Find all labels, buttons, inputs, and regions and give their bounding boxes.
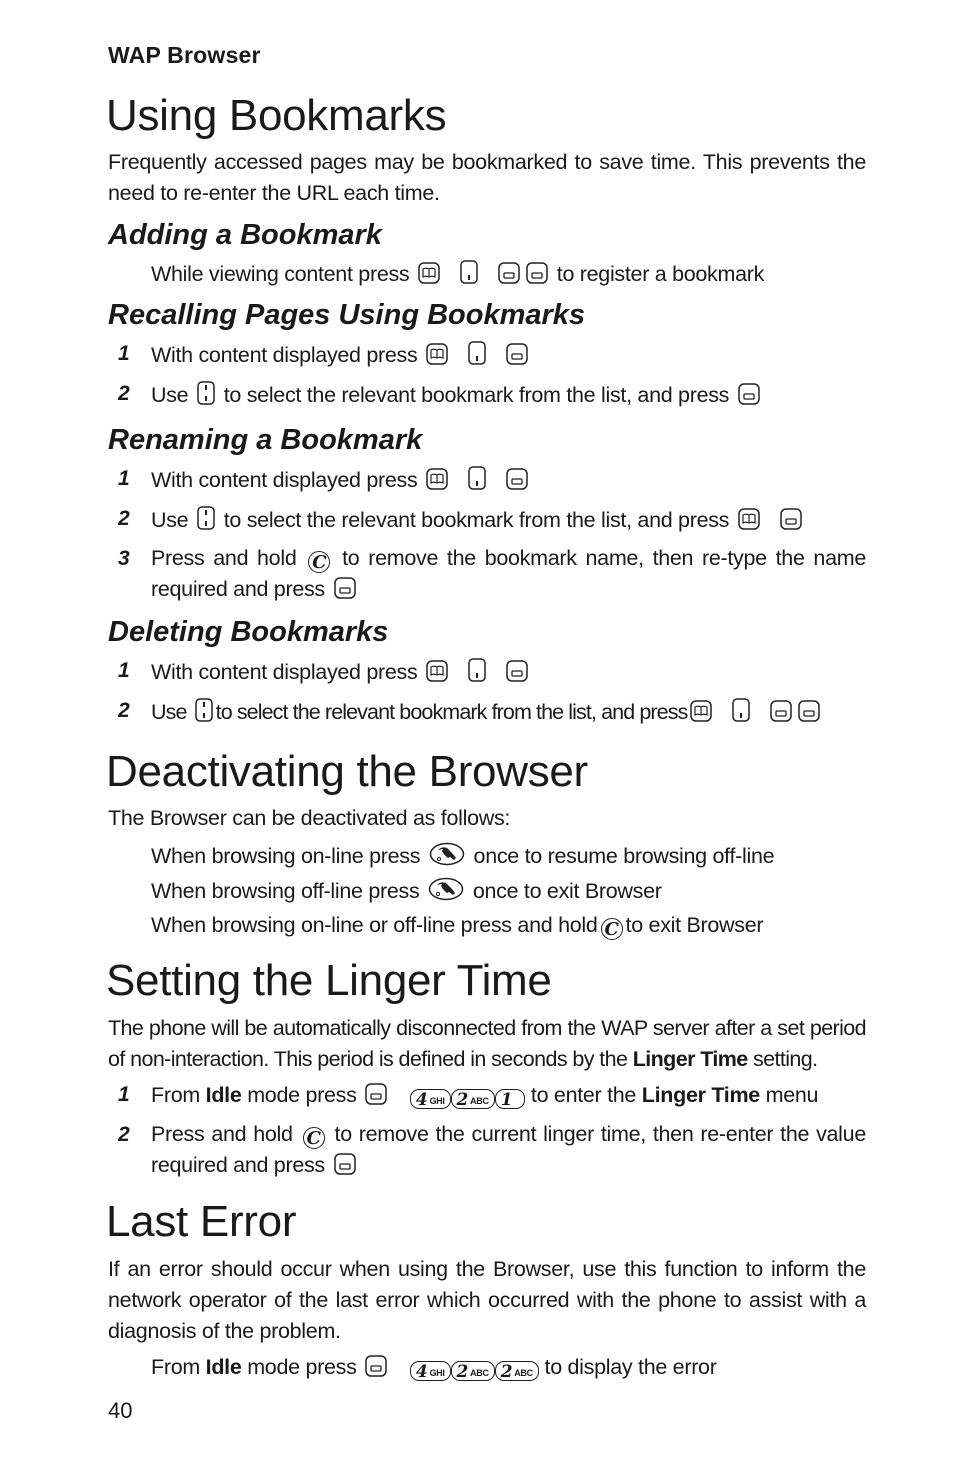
bookmark-key-icon bbox=[426, 660, 448, 682]
intro-text-after: setting. bbox=[752, 1047, 818, 1071]
step-text-middle: to remove the bookmark name, then re-type the name required and press bbox=[151, 546, 866, 601]
recalling-step-2 bbox=[151, 381, 763, 408]
number-key-icon: 2 ABC bbox=[451, 1361, 495, 1381]
line-text-b: mode press bbox=[247, 1355, 357, 1379]
renaming-step-2 bbox=[151, 506, 805, 533]
step-text-before: Press and hold bbox=[151, 546, 297, 570]
last-error-instruction bbox=[151, 1354, 717, 1381]
number-key-icon: 1 bbox=[495, 1089, 526, 1109]
step-number: 3 bbox=[118, 547, 130, 570]
number-key-icon: 4 GHI bbox=[410, 1089, 451, 1109]
step-text-b: mode press bbox=[247, 1083, 357, 1107]
deactivating-line-3 bbox=[151, 912, 763, 940]
line-text-a: From bbox=[151, 1355, 200, 1379]
linger-time-term: Linger Time bbox=[641, 1083, 760, 1107]
navigation-updown-key-icon bbox=[195, 698, 213, 722]
step-number: 1 bbox=[118, 342, 130, 365]
bookmarks-intro: Frequently accessed pages may be bookmarked to save time. This prevents the need to re-enter the URL each time. bbox=[108, 150, 866, 205]
deactivating-intro: The Browser can be deactivated as follows: bbox=[108, 806, 511, 830]
idle-term: Idle bbox=[205, 1083, 242, 1107]
step-text: With content displayed press bbox=[151, 468, 418, 492]
last-error-intro: If an error should occur when using the Browser, use this function to inform the network operator of the last error which occurred with the phone to assist with a diagnosis of the problem. bbox=[108, 1257, 866, 1343]
linger-step-1 bbox=[151, 1082, 818, 1109]
step-text-after: to remove the current linger time, then re-enter the value required and press bbox=[151, 1122, 866, 1177]
adding-text-after: to register a bookmark bbox=[556, 262, 765, 286]
select-key-icon bbox=[506, 468, 528, 490]
deleting-step-1 bbox=[151, 658, 531, 685]
recalling-step-1 bbox=[151, 341, 531, 368]
step-text-after: to select the relevant bookmark from the list, and press bbox=[223, 508, 730, 532]
line-text-after: once to resume browsing off-line bbox=[473, 844, 775, 868]
linger-step-2 bbox=[151, 1119, 866, 1181]
section-title-deactivating: Deactivating the Browser bbox=[106, 747, 588, 796]
bookmark-key-icon bbox=[426, 343, 448, 365]
bookmark-key-icon bbox=[738, 508, 760, 530]
number-key-icon: 4 GHI bbox=[410, 1361, 451, 1381]
section-title-linger: Setting the Linger Time bbox=[106, 956, 552, 1005]
line-text-before: When browsing on-line or off-line press and hold bbox=[151, 913, 598, 937]
renaming-step-1 bbox=[151, 466, 531, 493]
end-call-key-icon bbox=[429, 842, 465, 866]
clear-key-icon: C bbox=[308, 551, 330, 573]
intro-text-before: The phone will be automatically disconnected from the WAP server after a set period of non-interaction. This period is defined in seconds by the bbox=[108, 1016, 866, 1071]
adding-instruction bbox=[151, 260, 764, 287]
navigation-down-key-icon bbox=[468, 341, 486, 365]
step-text-before: Use bbox=[151, 700, 187, 724]
bookmark-key-icon bbox=[690, 700, 712, 722]
linger-intro bbox=[108, 1013, 866, 1075]
deactivating-line-2 bbox=[151, 877, 662, 904]
linger-time-term: Linger Time bbox=[632, 1047, 748, 1071]
page-number: 40 bbox=[108, 1398, 133, 1423]
navigation-updown-key-icon bbox=[197, 381, 215, 405]
select-key-icon bbox=[526, 262, 548, 284]
line-text-before: When browsing on-line press bbox=[151, 844, 421, 868]
clear-key-icon: C bbox=[601, 918, 623, 940]
number-key-icon: 2 ABC bbox=[495, 1361, 539, 1381]
navigation-down-key-icon bbox=[468, 658, 486, 682]
line-text-before: When browsing off-line press bbox=[151, 879, 420, 903]
step-text-before: Press and hold bbox=[151, 1122, 293, 1146]
line-text-after: once to exit Browser bbox=[472, 879, 662, 903]
bookmark-key-icon bbox=[426, 468, 448, 490]
select-key-icon bbox=[738, 383, 760, 405]
deactivating-line-1 bbox=[151, 842, 774, 869]
line-text-c: to display the error bbox=[544, 1355, 717, 1379]
step-number: 2 bbox=[118, 507, 130, 530]
renaming-step-3 bbox=[151, 543, 866, 605]
select-key-icon bbox=[334, 1153, 356, 1175]
step-number: 1 bbox=[118, 1083, 130, 1106]
step-number: 1 bbox=[118, 467, 130, 490]
select-key-icon bbox=[780, 508, 802, 530]
step-number: 1 bbox=[118, 659, 130, 682]
navigation-down-key-icon bbox=[732, 698, 750, 722]
subsection-title-renaming: Renaming a Bookmark bbox=[108, 424, 423, 456]
subsection-title-adding: Adding a Bookmark bbox=[108, 219, 382, 251]
deleting-step-2 bbox=[151, 698, 823, 725]
step-text-a: From bbox=[151, 1083, 200, 1107]
navigation-updown-key-icon bbox=[197, 506, 215, 530]
page-header: WAP Browser bbox=[108, 42, 261, 68]
idle-term: Idle bbox=[205, 1355, 242, 1379]
clear-key-icon: C bbox=[303, 1127, 325, 1149]
section-title-bookmarks: Using Bookmarks bbox=[106, 91, 447, 140]
select-key-icon bbox=[365, 1083, 387, 1105]
step-text: With content displayed press bbox=[151, 343, 418, 367]
select-key-icon bbox=[506, 660, 528, 682]
step-text-before: Use bbox=[151, 383, 189, 407]
step-text: With content displayed press bbox=[151, 660, 418, 684]
navigation-down-key-icon bbox=[460, 260, 478, 284]
line-text-after: to exit Browser bbox=[625, 913, 764, 937]
subsection-title-deleting: Deleting Bookmarks bbox=[108, 616, 389, 648]
navigation-down-key-icon bbox=[468, 466, 486, 490]
step-text-after: to select the relevant bookmark from the list, and press bbox=[223, 383, 730, 407]
number-key-icon: 2 ABC bbox=[451, 1089, 495, 1109]
step-text-after: to select the relevant bookmark from the list, and press bbox=[215, 700, 688, 724]
adding-text-before: While viewing content press bbox=[151, 262, 410, 286]
select-key-icon bbox=[770, 700, 792, 722]
select-key-icon bbox=[498, 262, 520, 284]
end-call-key-icon bbox=[428, 877, 464, 901]
step-number: 2 bbox=[118, 699, 130, 722]
step-text-c: to enter the bbox=[530, 1083, 637, 1107]
step-number: 2 bbox=[118, 382, 130, 405]
step-number: 2 bbox=[118, 1123, 130, 1146]
subsection-title-recalling: Recalling Pages Using Bookmarks bbox=[108, 299, 586, 331]
step-text-d: menu bbox=[765, 1083, 819, 1107]
step-text-before: Use bbox=[151, 508, 189, 532]
section-title-last-error: Last Error bbox=[106, 1197, 297, 1246]
select-key-icon bbox=[334, 577, 356, 599]
select-key-icon bbox=[506, 343, 528, 365]
bookmark-key-icon bbox=[418, 262, 440, 284]
select-key-icon bbox=[798, 700, 820, 722]
select-key-icon bbox=[365, 1355, 387, 1377]
